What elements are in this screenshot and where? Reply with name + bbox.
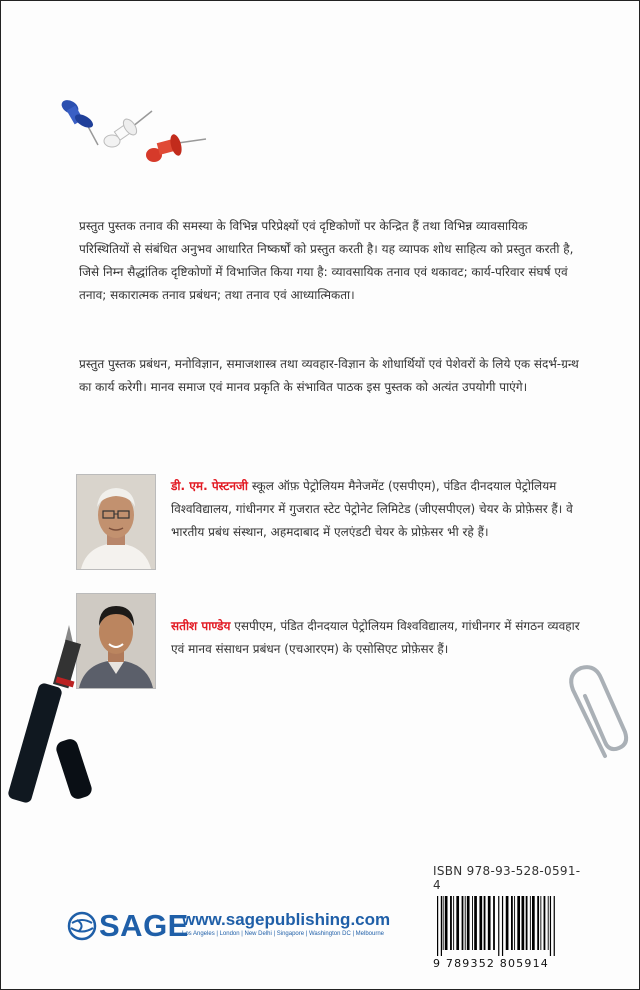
barcode-bar [554, 896, 555, 956]
publisher-name: SAGE [99, 908, 189, 943]
barcode-bar [437, 896, 438, 956]
white-pushpin-icon [104, 111, 152, 147]
barcode-bar [472, 896, 473, 950]
barcode-bar [488, 896, 491, 950]
barcode-bar [511, 896, 513, 950]
barcode-bar [465, 896, 466, 950]
barcode-bar [453, 896, 454, 950]
barcode-bar [514, 896, 515, 950]
barcode-bar [445, 896, 448, 950]
author-bio-pestonjee [171, 475, 581, 544]
pen-icon [3, 619, 93, 809]
barcode-bar [462, 896, 464, 950]
publisher-cities: Los Angeles | London | New Delhi | Singapore | Washington DC | Melbourne [182, 931, 385, 937]
author-bio-text-pandey: एसपीएम, पंडित दीनदयाल पेट्रोलियम विश्वविद्यालय, गांधीनगर में संगठन व्यवहार एवं मानव संसाधन प्रबंधन (एचआरएम) के एसोसिएट प्रोफ़ेसर हैं। [171, 619, 580, 656]
barcode-bar [530, 896, 531, 950]
description-paragraph-1: प्रस्तुत पुस्तक तनाव की समस्या के विभिन्न परिप्रेक्ष्यों एवं दृष्टिकोणों पर केन्द्रित हैं तथा विभिन्न व्यावसायिक परिस्थितियों से संबंधित अनुभव आधारित निष्कर्षों को प्रस्तुत करती है। यह व्यापक शोध साहित्य को प्रस्तुत करती है, जिसे निम्न सैद्धांतिक दृष्टिकोणों में विभाजित किया गया है: व्यावसायिक तनाव एवं थकावट; कार्य-परिवार संघर्ष एवं तनाव; सकारात्मक तनाव प्रबंधन; तथा तनाव एवं आध्यात्मिकता। [79, 219, 574, 302]
author-bio-text-pestonjee: स्कूल ऑफ़ पेट्रोलियम मैनेजमेंट (एसपीएम), पंडित दीनदयाल पेट्रोलियम विश्वविद्यालय, गांधीनगर में गुजरात स्टेट पेट्रोनेट लिमिटेड (जीएसपीएल) चेयर के प्रोफ़ेसर हैं। वे भारतीय प्रबंध संस्थान, अहमदाबाद में एलएंडटी चेयर के प्रोफ़ेसर भी रहे हैं। [171, 479, 573, 539]
author-bio-pandey [171, 615, 581, 661]
barcode-bar [498, 896, 499, 956]
barcode-bar [443, 896, 444, 950]
description-paragraph-2: प्रस्तुत पुस्तक प्रबंधन, मनोविज्ञान, समाजशास्त्र तथा व्यवहार-विज्ञान के शोधार्थियों एवं पेशेवरों के लिये एक संदर्भ-ग्रन्थ का कार्य करेगी। मानव समाज एवं मानव प्रकृति के संभावित पाठक इस पुस्तक को अत्यंत उपयोगी पाएंगे। [79, 357, 579, 394]
sage-logo [67, 908, 189, 944]
barcode-bar [450, 896, 452, 950]
barcode-bar [540, 896, 541, 950]
barcode-bar [474, 896, 477, 950]
barcode-bar [467, 896, 470, 950]
barcode-bar [506, 896, 509, 950]
barcode-bar [544, 896, 546, 950]
author-photo-pestonjee [76, 474, 156, 570]
barcode-bar [441, 896, 442, 956]
barcode-bar [548, 896, 549, 950]
barcode [433, 896, 583, 956]
author-name-pandey: सतीश पाण्डेय [171, 619, 231, 633]
author-name-pestonjee: डी. एम. पेस्टनजी [171, 479, 249, 493]
publisher-info [182, 910, 390, 937]
barcode-bar [484, 896, 486, 950]
barcode-bar [502, 896, 503, 956]
sage-globe-icon [67, 911, 97, 941]
paper-clip-icon [561, 656, 633, 766]
barcode-number: 9 789352 805914 [433, 957, 549, 970]
isbn-label: ISBN 978-93-528-0591-4 [433, 864, 581, 892]
barcode-bar [479, 896, 482, 950]
publisher-url: www.sagepublishing.com [182, 910, 391, 929]
pushpins-illustration [56, 93, 216, 173]
barcode-bar [526, 896, 528, 950]
blue-pushpin-icon [59, 97, 98, 145]
barcode-bar [493, 896, 495, 950]
barcode-bar [537, 896, 539, 950]
barcode-bar [456, 896, 459, 950]
red-pushpin-icon [146, 133, 206, 162]
isbn-block [433, 864, 583, 970]
barcode-bar [522, 896, 525, 950]
barcode-bar [550, 896, 551, 956]
barcode-bar [532, 896, 535, 950]
barcode-bar [517, 896, 520, 950]
